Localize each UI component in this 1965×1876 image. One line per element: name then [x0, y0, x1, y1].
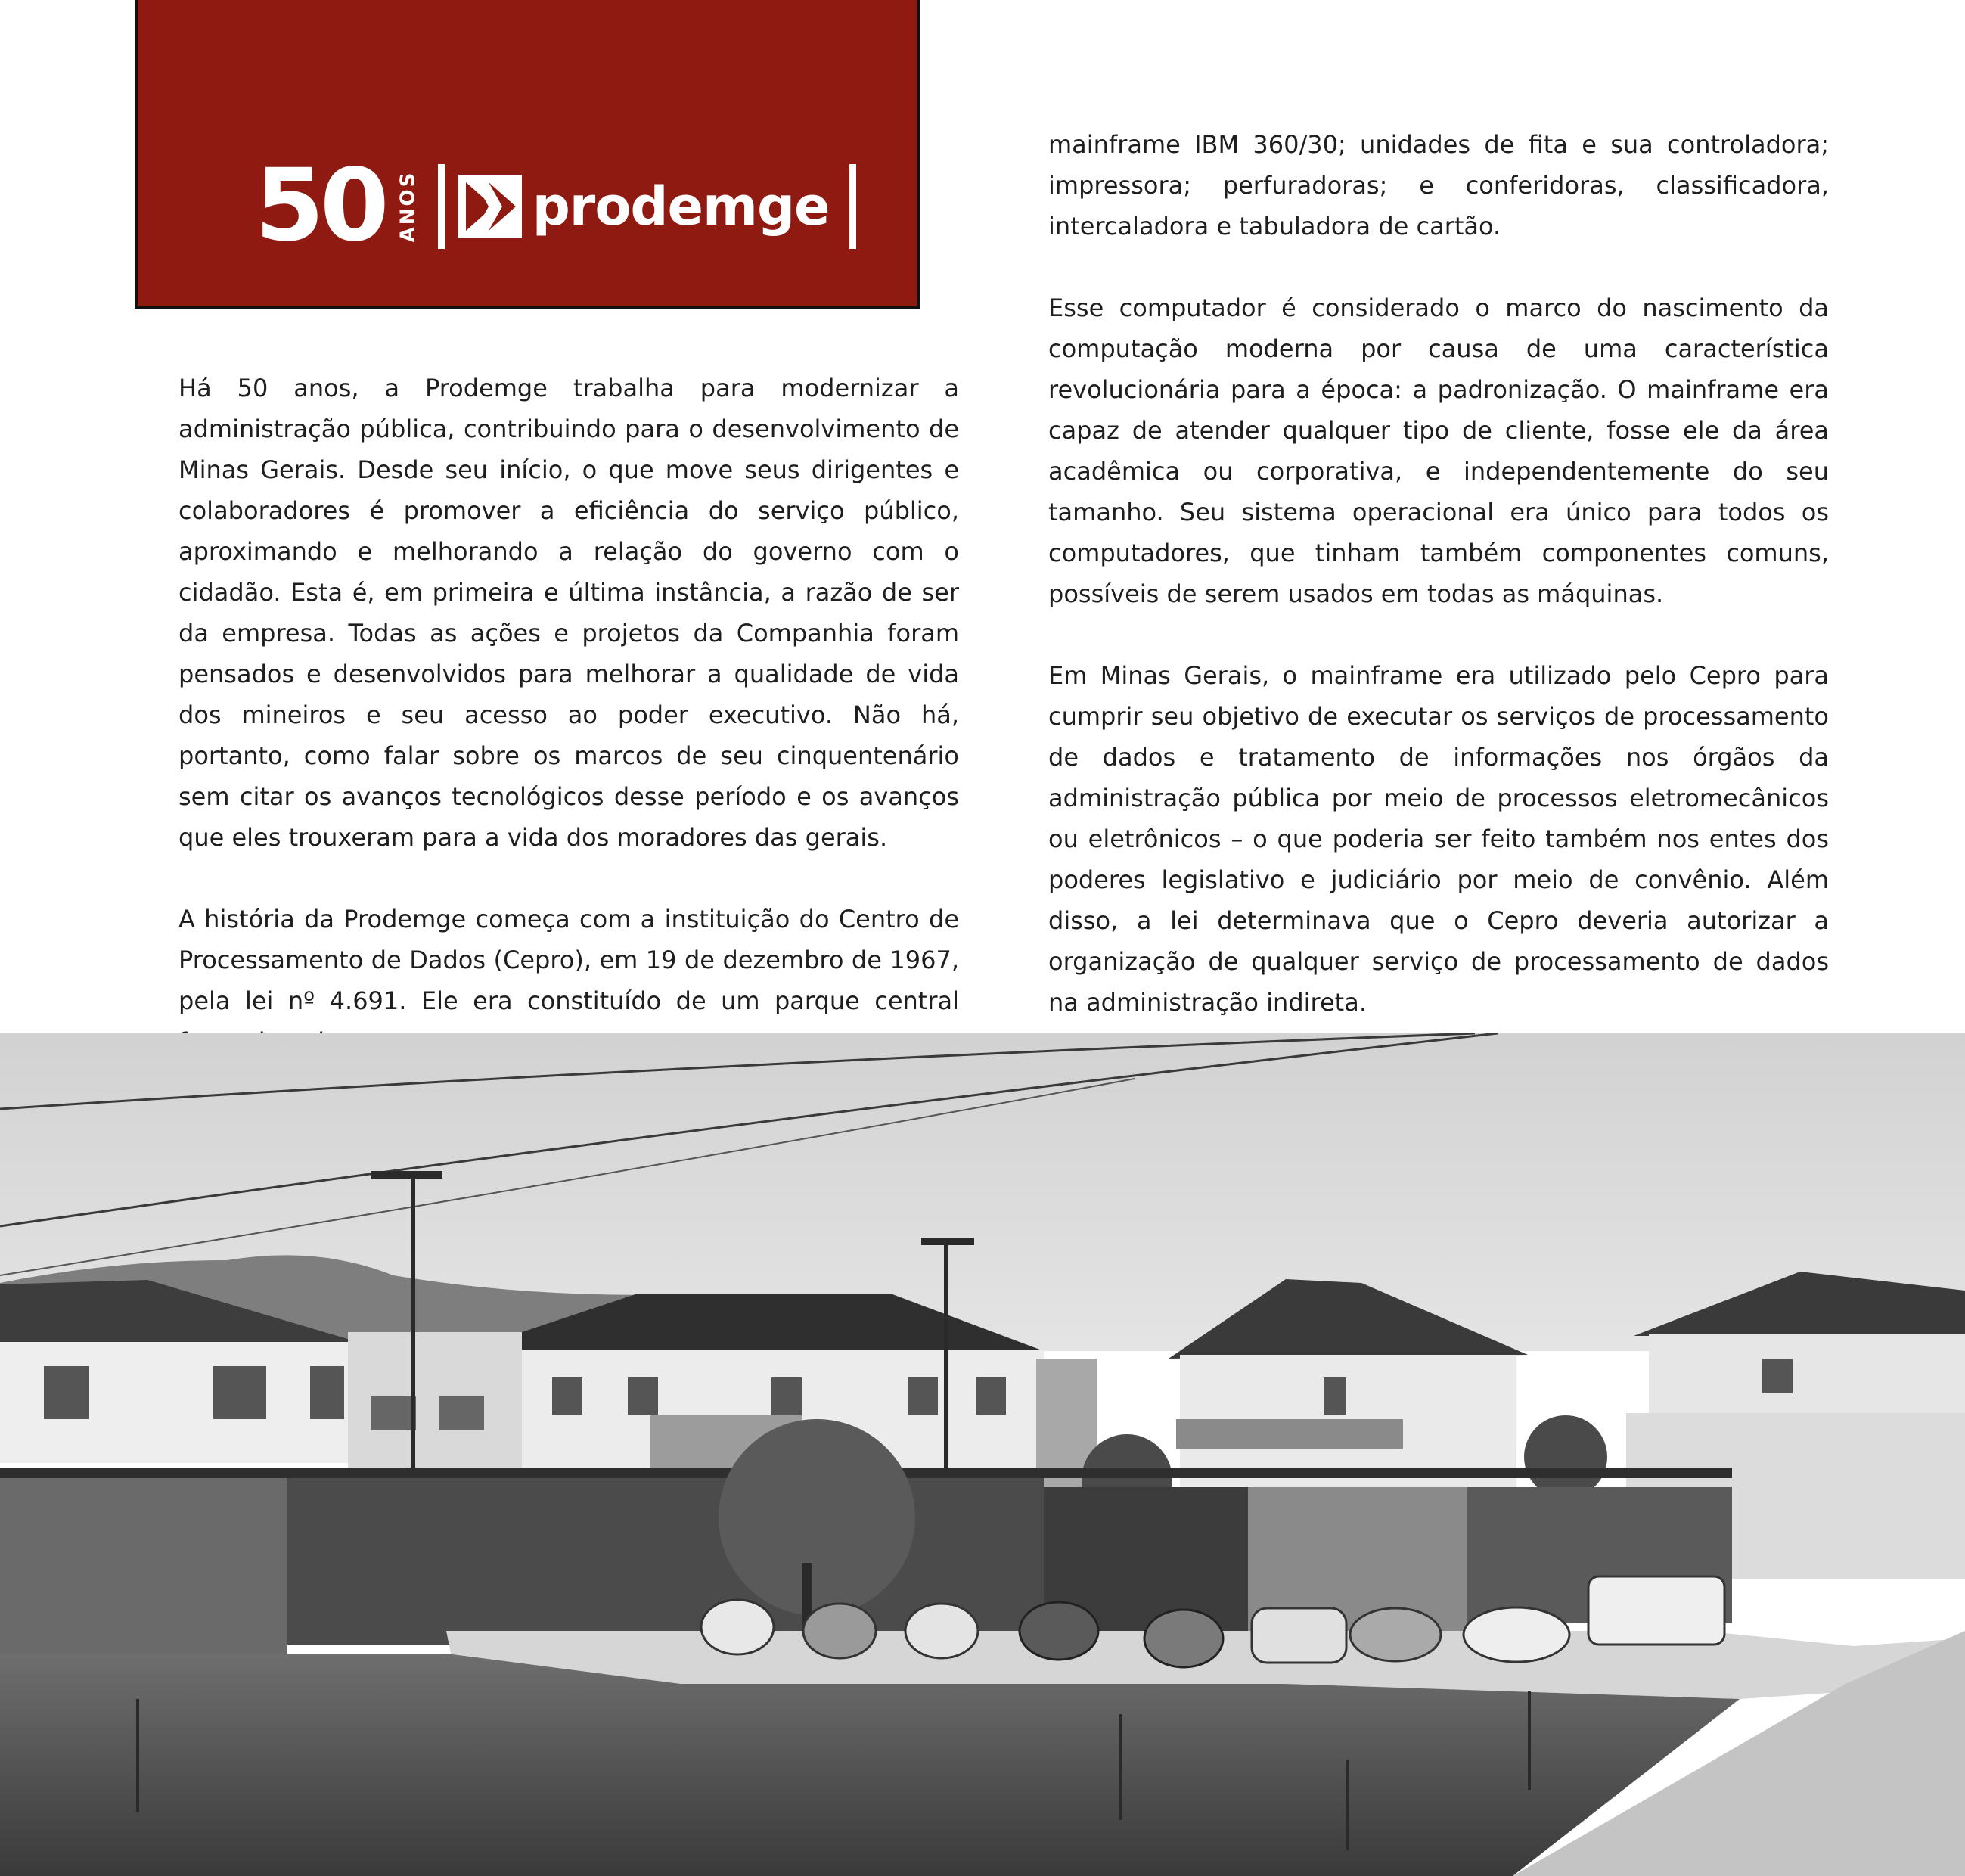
text-column-left [178, 368, 959, 1062]
historic-building-photo [0, 1033, 1965, 1876]
prodemge-50-anos-logo [255, 148, 856, 264]
logo-brand-name: prodemge [532, 175, 830, 238]
paragraph: mainframe IBM 360/30; unidades de fita e sua controladora; impressora; perfuradoras; e conferidoras, classificadora, intercaladora e tabuladora de cartão. [1048, 130, 1829, 241]
paragraph: Há 50 anos, a Prodemge trabalha para modernizar a administração pública, contribuindo para o desenvolvimento de Minas Gerais. Desde seu início, o que move seus dirigentes e colaboradores é promover a eficiência do serviço público, aproximando e melhorando a relação do governo com o cidadão. Esta é, em primeira e última instância, a razão de ser da empresa. Todas as ações e projetos da Companhia foram pensados e desenvolvidos para melhorar a qualidade de vida dos mineiros e seu acesso ao poder executivo. Não há, portanto, como falar sobre os marcos de seu cinquentenário sem citar os avanços tecnológicos desse período e os avanços que eles trouxeram para a vida dos moradores das gerais. [178, 374, 959, 852]
paragraph: Em Minas Gerais, o mainframe era utilizado pelo Cepro para cumprir seu objetivo de executar os serviços de processamento de dados e tratamento de informações nos órgãos da administração pública por meio de processos eletromecânicos ou eletrônicos – o que poderia ser feito também nos entes dos poderes legislativo e judiciário por meio de convênio. Além disso, a lei determinava que o Cepro deveria autorizar a organização de qualquer serviço de processamento de dados na administração indireta. [1048, 661, 1829, 1017]
text-column-right [1048, 124, 1829, 1023]
logo-divider-right [849, 164, 856, 249]
prodemge-arrow-icon [458, 175, 522, 238]
paragraph: Esse computador é considerado o marco do nascimento da computação moderna por causa de uma característica revolucionária para a época: a padronização. O mainframe era capaz de atender qualquer tipo de cliente, fosse ele da área acadêmica ou corporativa, e independentemente do seu tamanho. Seu sistema operacional era único para todos os computadores, que tinham também componentes comuns, possíveis de serem usados em todas as máquinas. [1048, 294, 1829, 608]
logo-fifty: 50 [255, 148, 385, 264]
logo-divider [438, 164, 445, 249]
paragraph: A história da Prodemge começa com a instituição do Centro de Processamento de Dados (Cepro), em 19 de dezembro de 1967, pela lei nº 4.691. Ele era constituído de um parque central [178, 905, 959, 1015]
photo-illustration [0, 1033, 1965, 1876]
logo-banner [135, 0, 920, 309]
logo-anos: ANOS [396, 170, 420, 242]
